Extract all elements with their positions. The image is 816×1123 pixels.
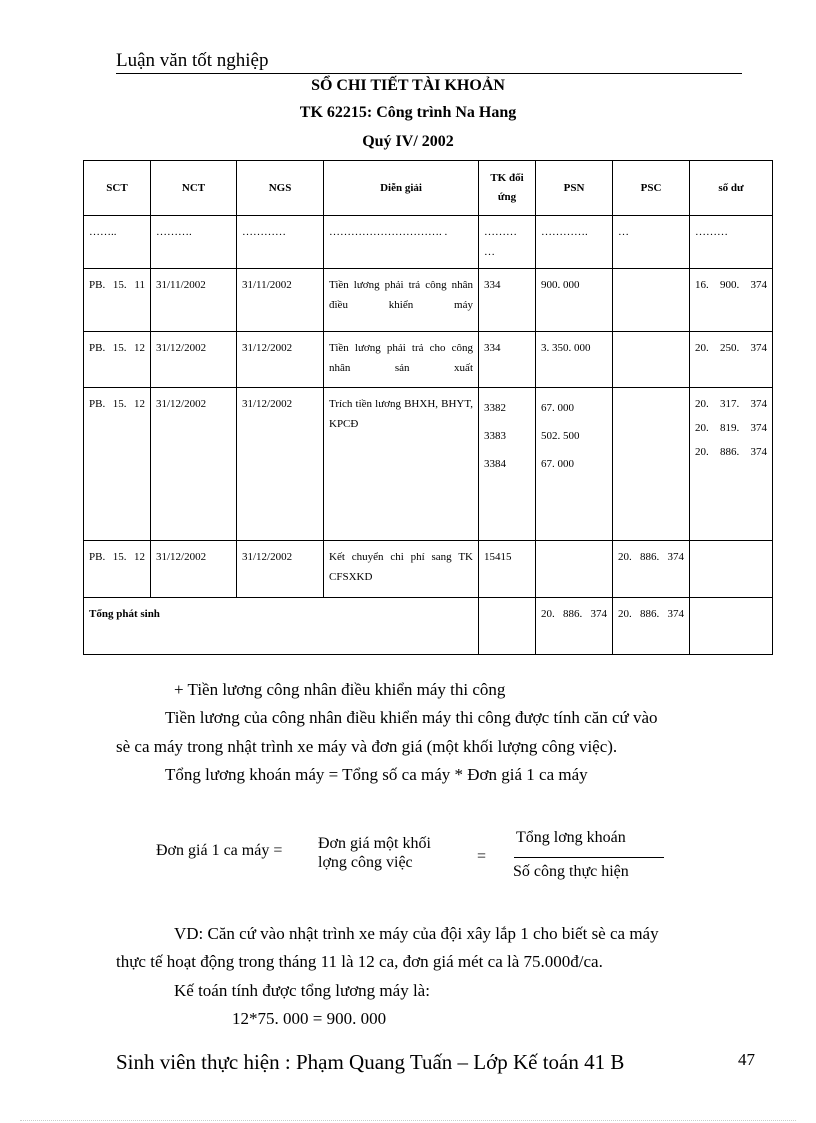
dots-cell: ……..: [84, 216, 151, 269]
total-label: Tổng phát sinh: [84, 598, 479, 655]
psc-cell: [613, 388, 690, 541]
bullet-heading: + Tiền lương công nhân điều khiển máy thi công: [174, 680, 506, 699]
formula-equals: =: [477, 848, 487, 865]
page-number: 47: [738, 1050, 755, 1069]
formula-lhs: Đơn giá 1 ca máy =: [156, 842, 283, 859]
so-du-cell: 16. 900. 374: [690, 269, 773, 332]
sct-cell: PB. 15. 11: [84, 269, 151, 332]
tk-value: 3382: [484, 402, 506, 414]
so-du-value: 20. 317. 374: [695, 398, 767, 410]
col-header-psn: PSN: [536, 161, 613, 216]
calc-intro: Kế toán tính được tổng lương máy là:: [174, 981, 430, 1000]
sct-cell: PB. 15. 12: [84, 388, 151, 541]
table-row: [84, 388, 773, 541]
table-row: [84, 332, 773, 388]
table-row: [84, 541, 773, 598]
dots-cell: ………: [690, 216, 773, 269]
total-so-du-cell: [690, 598, 773, 655]
tk-cell: 334: [479, 269, 536, 332]
col-header-psc: PSC: [613, 161, 690, 216]
total-psc: 20. 886. 374: [613, 598, 690, 655]
so-du-cell: [690, 388, 773, 541]
ngs-cell: 31/12/2002: [237, 332, 324, 388]
paragraph-line: Tổng lương khoán máy = Tổng số ca máy * Đơn giá 1 ca máy: [165, 765, 588, 784]
formula-denominator: Số công thực hiện: [513, 863, 629, 880]
sct-cell: PB. 15. 12: [84, 332, 151, 388]
tk-value: 3384: [484, 458, 506, 470]
nct-cell: 31/12/2002: [151, 332, 237, 388]
sct-cell: PB. 15. 12: [84, 541, 151, 598]
psn-value: 67. 000: [541, 458, 574, 470]
col-header-ngs: NGS: [237, 161, 324, 216]
dots-cell: ……….: [151, 216, 237, 269]
dien-giai-cell: Tiền lương phải trả công nhân điều khiển máy: [324, 269, 479, 332]
formula-middle-bottom: lợng công việc: [318, 854, 413, 871]
ledger-title: SỔ CHI TIẾT TÀI KHOẢN: [311, 77, 505, 94]
table-header-row: [84, 161, 773, 216]
example-line: thực tế hoạt động trong tháng 11 là 12 ca, đơn giá mét ca là 75.000đ/ca.: [116, 952, 603, 971]
calc-result: 12*75. 000 = 900. 000: [232, 1009, 387, 1028]
formula-middle: [318, 834, 431, 872]
total-tk-cell: [479, 598, 536, 655]
psn-value: 67. 000: [541, 402, 574, 414]
table-row: [84, 269, 773, 332]
tk-cell: 334: [479, 332, 536, 388]
total-row: [84, 598, 773, 655]
tk-cell: [479, 388, 536, 541]
ngs-cell: 31/12/2002: [237, 388, 324, 541]
dots-cell: …: [613, 216, 690, 269]
page-edge: [20, 1120, 796, 1121]
col-header-tk-doi-ung: TK đối ứng: [479, 161, 536, 216]
table-row: [84, 216, 773, 269]
dien-giai-cell: Tiền lương phải trả cho công nhân sản xuất: [324, 332, 479, 388]
dien-giai-cell: Kết chuyển chi phí sang TK CFSXKD: [324, 541, 479, 598]
paragraph-line: sè ca máy trong nhật trình xe máy và đơn giá (một khối lượng công việc).: [116, 737, 618, 756]
dots-cell: …………………………. .: [324, 216, 479, 269]
so-du-value: 20. 819. 374: [695, 422, 767, 434]
so-du-cell: 20. 250. 374: [690, 332, 773, 388]
psn-value: 502. 500: [541, 430, 580, 442]
so-du-cell: [690, 541, 773, 598]
header-rule: [116, 73, 742, 74]
fraction-bar: [514, 857, 664, 858]
ngs-cell: 31/12/2002: [237, 541, 324, 598]
psn-cell: [536, 388, 613, 541]
tk-cell: 15415: [479, 541, 536, 598]
nct-cell: 31/12/2002: [151, 388, 237, 541]
account-title: TK 62215: Công trình Na Hang: [299, 104, 517, 121]
example-line: VD: Căn cứ vào nhật trình xe máy của đội xây lắp 1 cho biết sè ca máy: [174, 924, 659, 943]
psn-cell: 3. 350. 000: [536, 332, 613, 388]
total-psn: 20. 886. 374: [536, 598, 613, 655]
psc-cell: 20. 886. 374: [613, 541, 690, 598]
nct-cell: 31/12/2002: [151, 541, 237, 598]
formula-numerator: Tổng lơng khoán: [516, 829, 626, 846]
col-header-so-du: số dư: [690, 161, 773, 216]
psn-cell: [536, 541, 613, 598]
dien-giai-cell: Trích tiền lương BHXH, BHYT, KPCĐ: [324, 388, 479, 541]
ledger-table: [83, 160, 773, 655]
dots-cell: …………: [237, 216, 324, 269]
so-du-value: 20. 886. 374: [695, 446, 767, 458]
period-title: Quý IV/ 2002: [362, 133, 454, 150]
col-header-dien-giai: Diễn giải: [324, 161, 479, 216]
col-header-nct: NCT: [151, 161, 237, 216]
psc-cell: [613, 332, 690, 388]
nct-cell: 31/11/2002: [151, 269, 237, 332]
footer-author: Sinh viên thực hiện : Phạm Quang Tuấn – Lớp Kế toán 41 B: [116, 1050, 625, 1074]
ngs-cell: 31/11/2002: [237, 269, 324, 332]
psn-cell: 900. 000: [536, 269, 613, 332]
running-header: Luận văn tốt nghiệp: [116, 50, 269, 71]
dots-cell: ………….: [536, 216, 613, 269]
dots-cell: ……… …: [479, 216, 536, 269]
col-header-sct: SCT: [84, 161, 151, 216]
psc-cell: [613, 269, 690, 332]
tk-value: 3383: [484, 430, 506, 442]
paragraph-line: Tiền lương của công nhân điều khiển máy thi công được tính căn cứ vào: [165, 708, 658, 727]
formula-middle-top: Đơn giá một khối: [318, 835, 431, 852]
